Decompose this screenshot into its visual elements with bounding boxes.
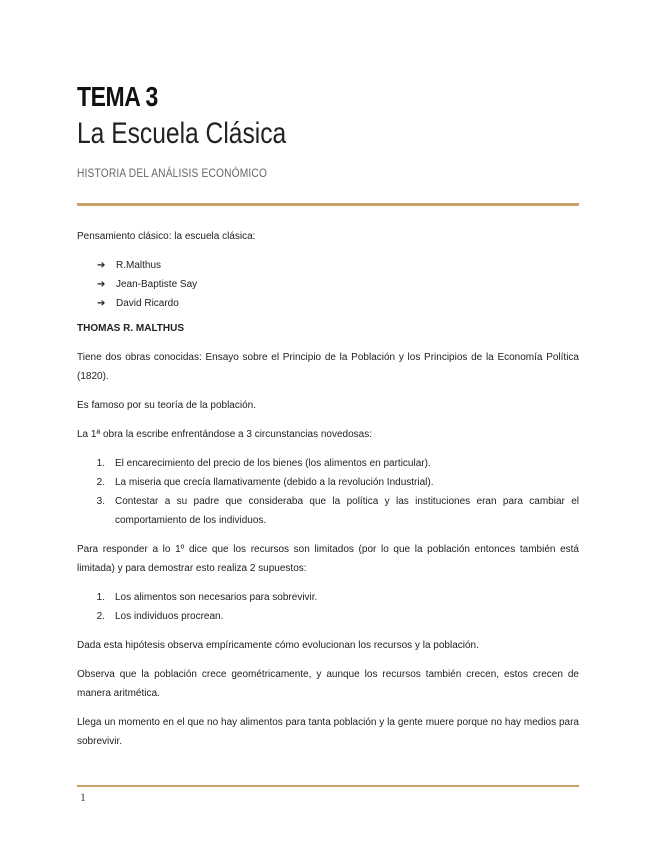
author-name: David Ricardo [116, 298, 179, 309]
document-body [77, 227, 579, 761]
page-subtitle: HISTORIA DEL ANÁLISIS ECONÓMICO [77, 166, 268, 180]
list-number: 2. [96, 477, 105, 488]
list-item [77, 294, 579, 313]
paragraph: Dada esta hipótesis observa empíricamente cómo evolucionan los recursos y la población. [77, 640, 479, 651]
document-header [77, 80, 579, 180]
paragraph: Llega un momento en el que no hay alimentos para tanta población y la gente muere porque no hay medios para sobrevivir. [77, 717, 579, 747]
list-item [77, 588, 579, 607]
list-item [77, 256, 579, 275]
header-divider [77, 203, 579, 206]
arrow-right-icon: ➔ [97, 260, 106, 271]
page-number: 1 [80, 790, 86, 804]
author-name: Jean-Baptiste Say [116, 279, 198, 290]
list-text: Los individuos procrean. [115, 611, 224, 622]
list-item [77, 473, 579, 492]
intro-paragraph: Pensamiento clásico: la escuela clásica: [77, 231, 256, 242]
section-heading: THOMAS R. MALTHUS [77, 323, 185, 334]
list-number: 3. [96, 496, 105, 507]
list-text: La miseria que crecía llamativamente (debido a la revolución Industrial). [115, 477, 434, 488]
list-text: El encarecimiento del precio de los bienes (los alimentos en particular). [115, 458, 431, 469]
arrow-right-icon: ➔ [97, 298, 106, 309]
authors-list [77, 256, 579, 313]
assumptions-list [77, 588, 579, 626]
paragraph: Tiene dos obras conocidas: Ensayo sobre el Principio de la Población y los Principios de la Economía Política (1820). [77, 352, 579, 382]
arrow-right-icon: ➔ [97, 279, 106, 290]
page-title: La Escuela Clásica [77, 117, 287, 150]
list-number: 1. [96, 458, 105, 469]
list-item [77, 492, 579, 530]
tema-label: TEMA 3 [77, 81, 158, 112]
list-number: 1. [96, 592, 105, 603]
paragraph: Observa que la población crece geométricamente, y aunque los recursos también crecen, estos crecen de manera aritmética. [77, 669, 579, 699]
paragraph: La 1ª obra la escribe enfrentándose a 3 circunstancias novedosas: [77, 429, 372, 440]
list-item [77, 275, 579, 294]
paragraph: Para responder a lo 1º dice que los recursos son limitados (por lo que la población entonces también está limitada) y para demostrar esto realiza 2 supuestos: [77, 544, 579, 574]
circumstances-list [77, 454, 579, 530]
list-number: 2. [96, 611, 105, 622]
paragraph: Es famoso por su teoría de la población. [77, 400, 256, 411]
list-item [77, 454, 579, 473]
author-name: R.Malthus [116, 260, 162, 271]
list-text: Contestar a su padre que consideraba que la política y las instituciones eran para cambiar el comportamiento de los individuos. [115, 496, 579, 526]
footer-divider [77, 785, 579, 787]
list-item [77, 607, 579, 626]
list-text: Los alimentos son necesarios para sobrevivir. [115, 592, 318, 603]
